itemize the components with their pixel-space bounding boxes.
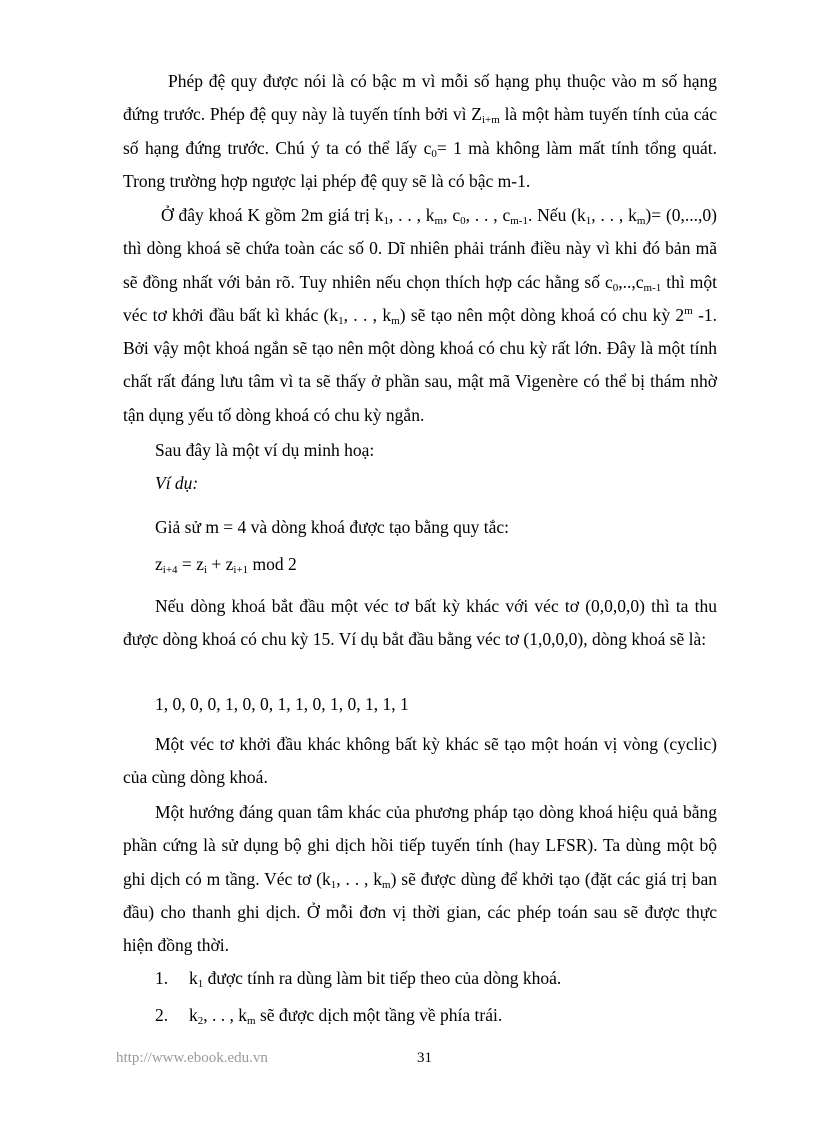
paragraph-example-assumption: Giả sử m = 4 và dòng khoá được tạo bằng quy tắc: — [155, 517, 509, 537]
paragraph-recurrence-order: Phép đệ quy được nói là có bậc m vì mỗi số hạng phụ thuộc vào m số hạng đứng trước. Phép đệ quy này là tuyến tính bởi vì $Z_{i+m}$ là một hàm tuyến tính của các số hạng đứng trước. Chú ý ta có thể lấy $c_0= 1$ mà không làm mất tính tổng quát. Trong trường hợp ngược lại phép đệ quy sẽ là có bậc m-1. — [123, 71, 717, 191]
example-label: Ví dụ: — [155, 473, 199, 493]
footer-url[interactable]: http://www.ebook.edu.vn — [116, 1050, 268, 1066]
page-number: 31 — [417, 1050, 432, 1066]
list-item: 1. $k_1$ được tính ra dùng làm bit tiếp theo của dòng khoá. — [155, 968, 562, 990]
paragraph-lfsr: Một hướng đáng quan tâm khác của phương pháp tạo dòng khoá hiệu quả bằng phần cứng là sử dụng bộ ghi dịch hồi tiếp tuyến tính (hay LFSR). Ta dùng một bộ ghi dịch có m tầng. Véc tơ ($k_1$, . . , $k_m$) sẽ được dùng để khởi tạo (đặt các giá trị ban đầu) cho thanh ghi dịch. Ở mỗi đơn vị thời gian, các phép toán sau sẽ được thực hiện đồng thời. — [123, 802, 717, 956]
keystream-sequence: 1, 0, 0, 0, 1, 0, 0, 1, 1, 0, 1, 0, 1, 1, 1 — [155, 694, 409, 714]
paragraph-example-intro: Sau đây là một ví dụ minh hoạ: — [155, 440, 375, 460]
formula-recurrence: $z_{i+4} = z_i + z_{i+1}$ mod 2 — [155, 554, 297, 576]
paragraph-example-period: Nếu dòng khoá bắt đầu một véc tơ bất kỳ khác với véc tơ (0,0,0,0) thì ta thu được dòng khoá có chu kỳ 15. Ví dụ bắt đầu bằng véc tơ (1,0,0,0), dòng khoá sẽ là: — [123, 596, 717, 650]
paragraph-cyclic-permutation: Một véc tơ khởi đầu khác không bất kỳ khác sẽ tạo một hoán vị vòng (cyclic) của cùng dòng khoá. — [123, 734, 717, 788]
list-item: 2. $k_2$, . . , $k_m$ sẽ được dịch một tầng về phía trái. — [155, 1005, 503, 1027]
paragraph-key-description: Ở đây khoá K gồm 2m giá trị $k_1$, . . , $k_m$, $c_0$, . . , $c_{m-1}$. Nếu ($k_1$, . . , $k_m)= (0,...,0)$ thì dòng khoá sẽ chứa toàn các số 0. Dĩ nhiên phải tránh điều này vì khi đó bản mã sẽ đồng nhất với bản rõ. Tuy nhiên nếu chọn thích hợp các hằng số $c_0,..,c_{m-1}$ thì một véc tơ khởi đầu bất kì khác ($k_1$, . . , $k_m$) sẽ tạo nên một dòng khoá có chu kỳ 2$^m$ -1. Bởi vậy một khoá ngắn sẽ tạo nên một dòng khoá có chu kỳ rất lớn. Đây là một tính chất rất đáng lưu tâm vì ta sẽ thấy ở phần sau, mật mã Vigenère có thể bị thám nhờ tận dụng yếu tố dòng khoá có chu kỳ ngắn. — [123, 205, 718, 425]
